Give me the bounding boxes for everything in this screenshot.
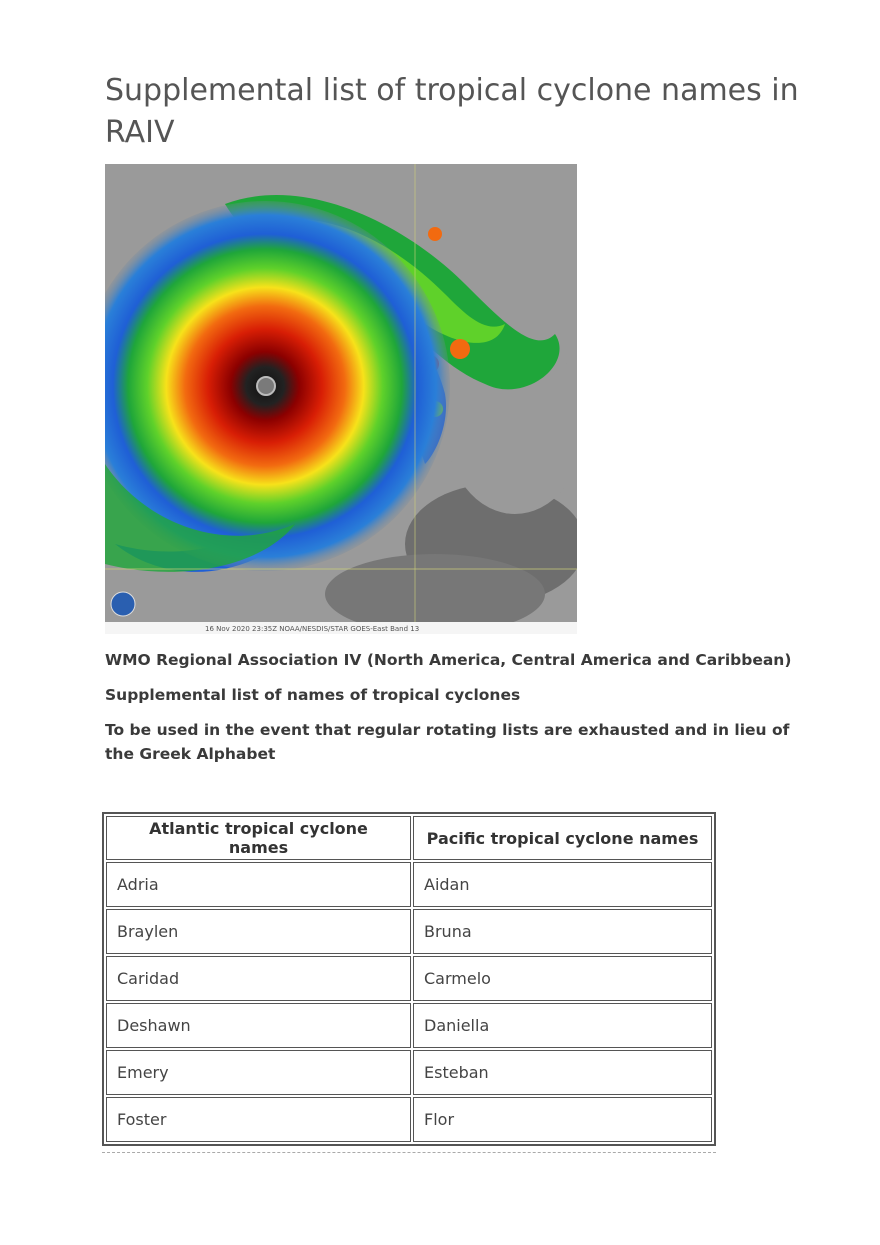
page-title: Supplemental list of tropical cyclone names in RAIV xyxy=(105,73,799,150)
atlantic-name-cell: Braylen xyxy=(106,909,411,954)
atlantic-name-cell: Emery xyxy=(106,1050,411,1095)
atlantic-column-header: Atlantic tropical cyclone names xyxy=(106,816,411,860)
hurricane-satellite-image xyxy=(105,164,577,634)
page-break-edge xyxy=(102,1152,716,1153)
pacific-name-cell: Daniella xyxy=(413,1003,712,1048)
pacific-name-cell: Carmelo xyxy=(413,956,712,1001)
list-name-caption: Supplemental list of names of tropical cyclones xyxy=(105,686,521,704)
table-header-row xyxy=(106,816,712,860)
pacific-name-cell: Bruna xyxy=(413,909,712,954)
names-table-container xyxy=(102,812,716,1154)
table-row xyxy=(106,862,712,907)
cyclone-names-table xyxy=(102,812,716,1146)
image-credit: 16 Nov 2020 23:35Z NOAA/NESDIS/STAR GOES-East Band 13 xyxy=(205,625,420,633)
atlantic-name-cell: Foster xyxy=(106,1097,411,1142)
atlantic-name-cell: Caridad xyxy=(106,956,411,1001)
pacific-name-cell: Esteban xyxy=(413,1050,712,1095)
table-row xyxy=(106,1050,712,1095)
table-row xyxy=(106,956,712,1001)
pacific-name-cell: Aidan xyxy=(413,862,712,907)
atlantic-name-cell: Deshawn xyxy=(106,1003,411,1048)
table-row xyxy=(106,1003,712,1048)
table-row xyxy=(106,1097,712,1142)
atlantic-name-cell: Adria xyxy=(106,862,411,907)
pacific-name-cell: Flor xyxy=(413,1097,712,1142)
association-caption: WMO Regional Association IV (North America, Central America and Caribbean) xyxy=(105,651,792,669)
table-row xyxy=(106,909,712,954)
usage-caption: To be used in the event that regular rotating lists are exhausted and in lieu of the Greek Alphabet xyxy=(105,721,790,763)
pacific-column-header: Pacific tropical cyclone names xyxy=(413,816,712,860)
